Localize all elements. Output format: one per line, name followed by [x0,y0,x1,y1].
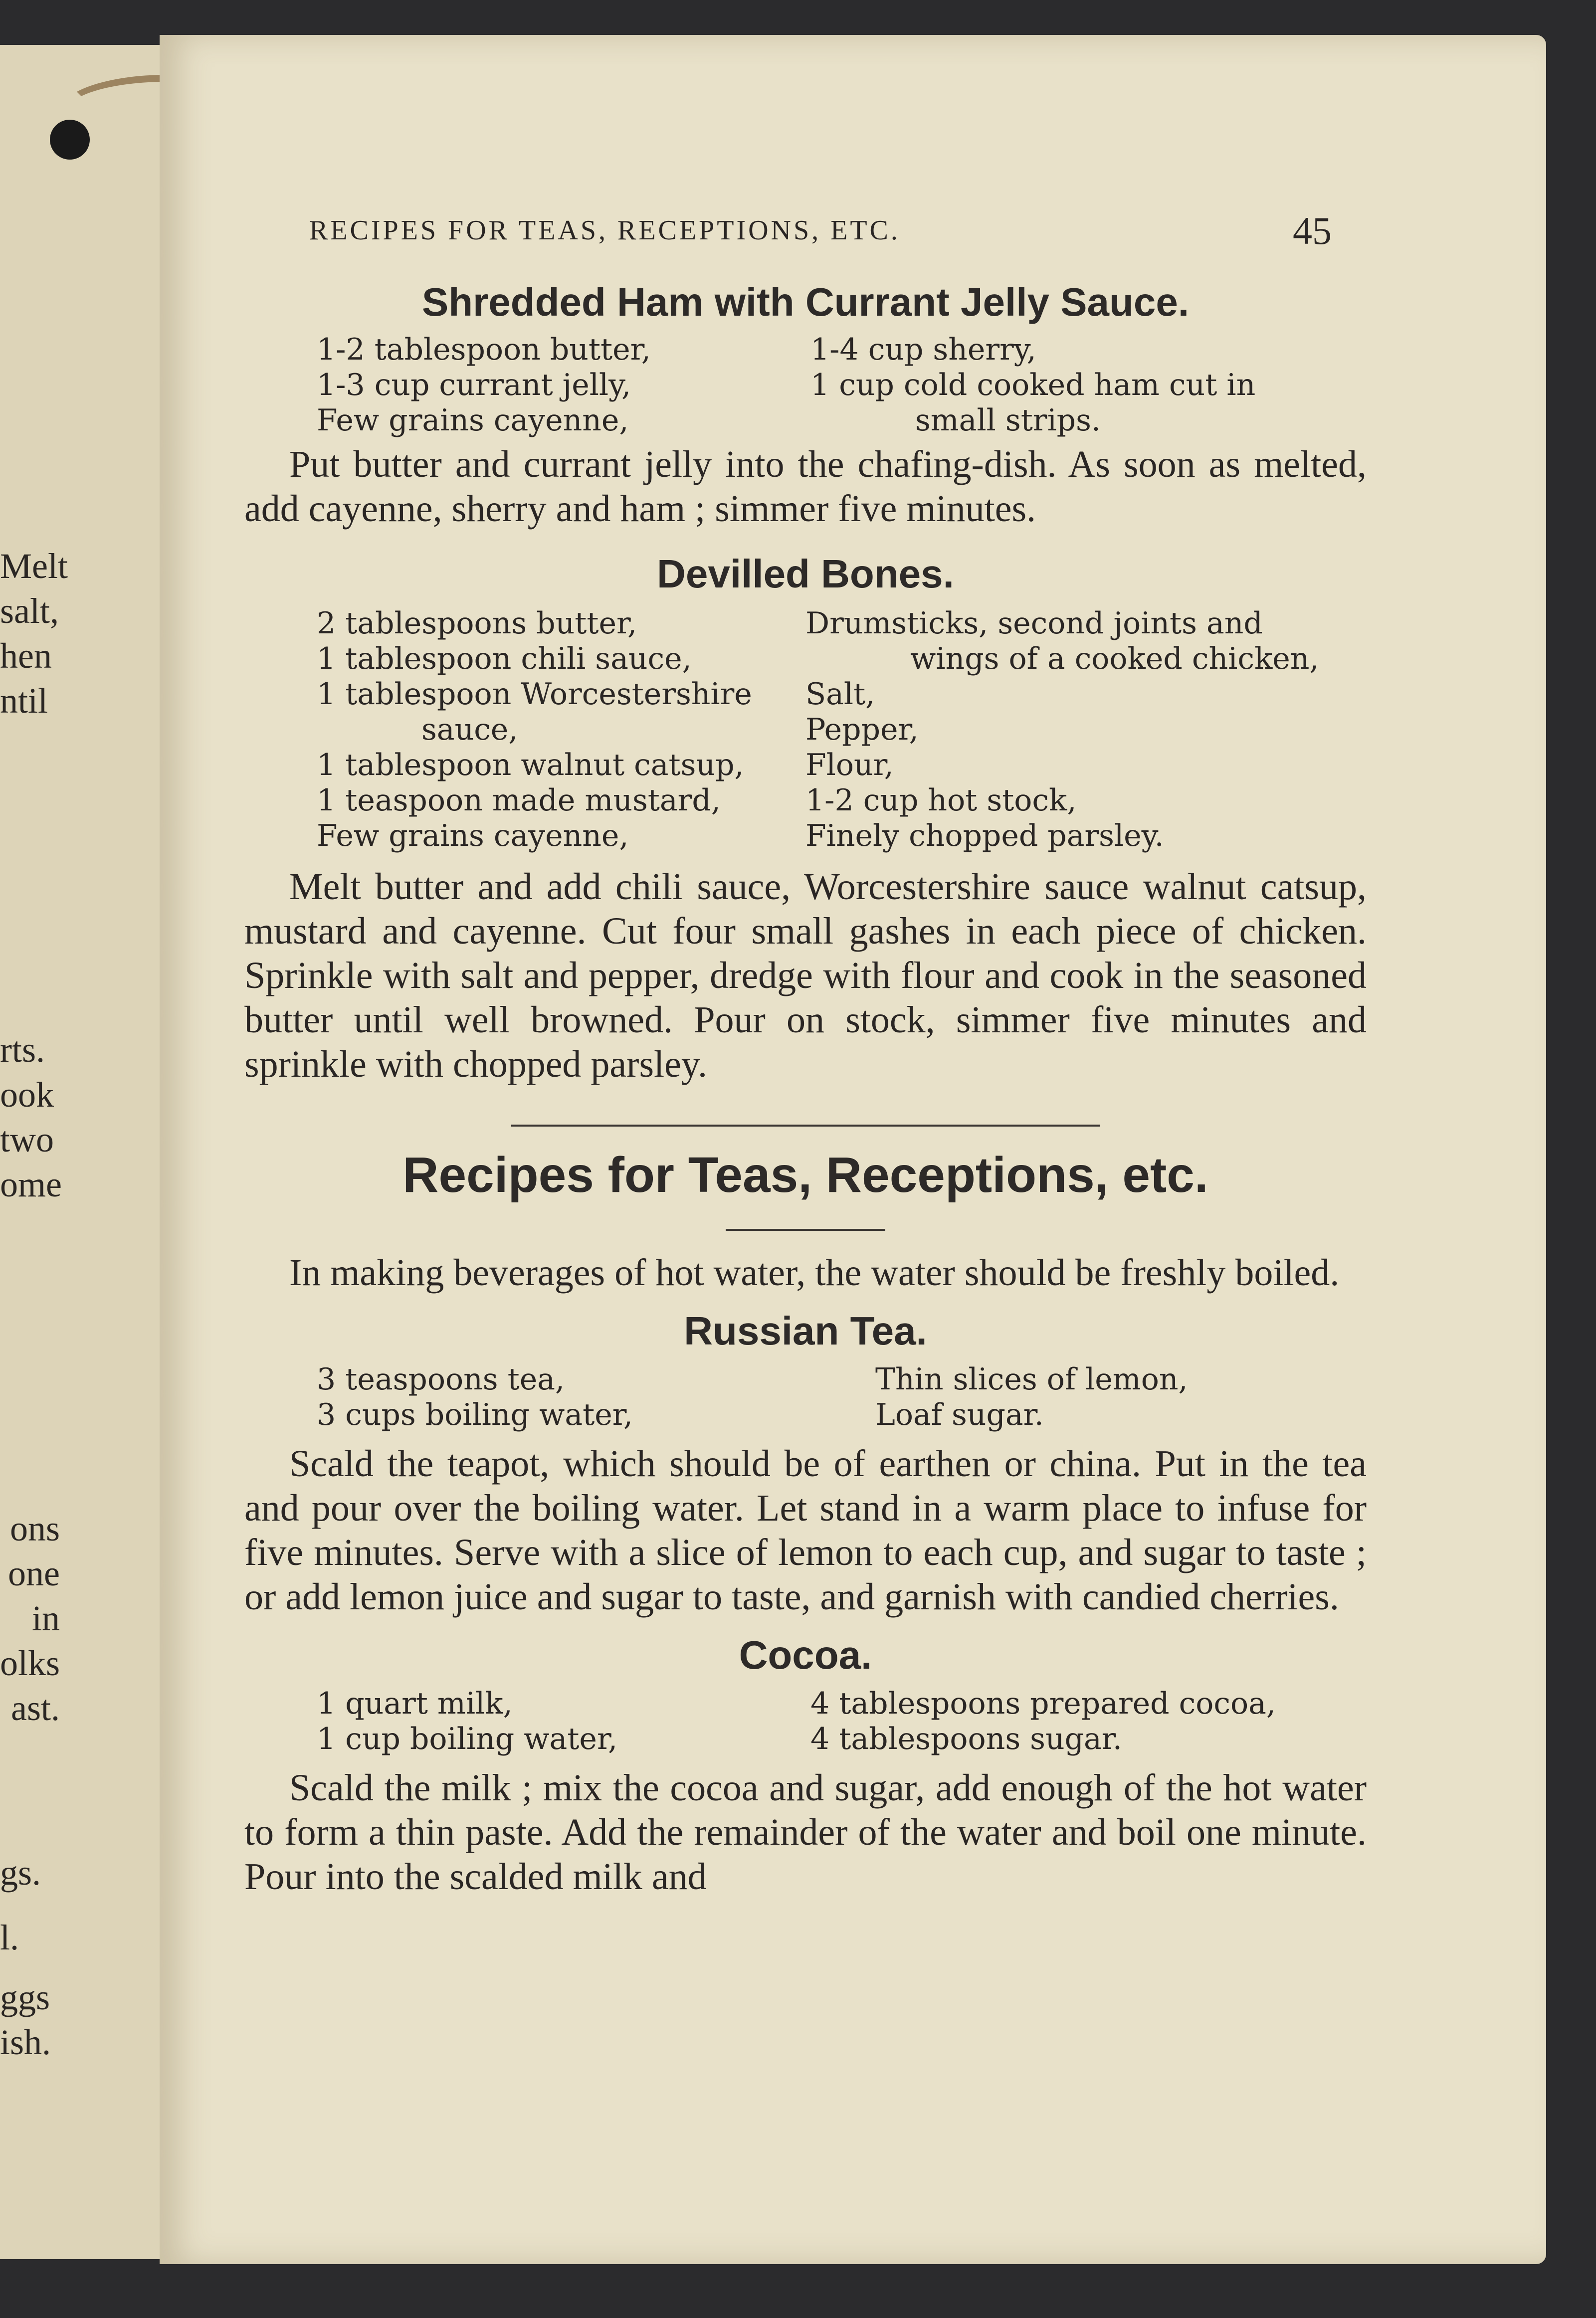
ingredient: Pepper, [805,712,919,747]
ingredient: Drumsticks, second joints and [805,606,1263,641]
ingredient-list [244,332,1367,438]
ingredient: 1 quart milk, [317,1686,513,1721]
left-page-fragments-top [0,544,150,723]
section-divider [511,1125,1100,1127]
ingredient: 1-3 cup currant jelly, [317,368,631,402]
left-fragment: two [0,1120,54,1159]
ingredient-list [244,1686,1367,1757]
left-fragment: ons [9,1509,60,1548]
left-fragment: l. [0,1918,19,1957]
ingredient: 1-2 tablespoon butter, [317,332,651,367]
running-head-title: RECIPES FOR TEAS, RECEPTIONS, ETC. [309,215,900,246]
left-fragment: ook [0,1075,54,1115]
ingredient: Salt, [805,677,875,712]
recipe-title: Cocoa. [739,1633,872,1677]
page-number: 45 [1293,209,1332,252]
ingredient-list [244,606,1367,854]
ingredient: Few grains cayenne, [317,818,629,853]
page-content [244,279,1367,1899]
ingredient: 2 tablespoons butter, [317,606,637,641]
ingredient: 3 cups boiling water, [317,1397,633,1432]
ingredient: 1-4 cup sherry, [810,332,1036,367]
recipe-method: Scald the teapot, which should be of earthen or china. Put in the tea and pour over the boiling water. Let stand in a warm place to infuse for five minutes. Serve with a slice of lemon to each cup, and sugar to taste ; or add lemon juice and sugar to taste, and garnish with candied cherries. [244,1443,1367,1618]
ingredient: 1 tablespoon walnut catsup, [317,748,744,782]
left-fragment: ome [0,1164,62,1204]
ingredient: 1 cup boiling water, [317,1722,618,1756]
ingredient: 4 tablespoons prepared cocoa, [810,1686,1276,1721]
ingredient: small strips. [915,403,1101,438]
left-fragment: rts. [0,1030,45,1070]
recipe-title: Russian Tea. [684,1309,927,1353]
recipe-title: Devilled Bones. [657,552,954,596]
ingredient-column-right [805,606,1319,854]
left-fragment: hen [0,636,52,676]
left-page-fragments-lower [0,1506,60,1731]
recipe-method: Scald the milk ; mix the cocoa and sugar, add enough of the hot water to form a thin paste. Add the remainder of the water and boil one minute. Pour into the scalded milk and [244,1767,1367,1898]
ingredient: 1 teaspoon made mustard, [317,783,721,818]
ingredient-column-right [875,1362,1188,1433]
ingredient-column-left [317,606,805,854]
title-underline [726,1229,885,1231]
ingredient: sauce, [421,712,518,747]
left-fragment: ntil [0,681,48,721]
ingredient: 1 cup cold cooked ham cut in [810,368,1256,402]
section-title: Recipes for Teas, Receptions, etc. [402,1147,1208,1203]
ingredient: Thin slices of lemon, [875,1362,1188,1397]
ingredient-column-right [810,1686,1276,1757]
left-page-fragments-bottom [0,1850,150,2065]
ingredient: 1-2 cup hot stock, [805,783,1077,818]
ingredient-column-right [810,332,1255,438]
recipe-title: Shredded Ham with Currant Jelly Sauce. [421,280,1190,324]
recipe-method: Put butter and currant jelly into the chafing-dish. As soon as melted, add cayenne, sherry and ham ; simmer five minutes. [244,443,1367,530]
left-fragment: ggs [0,1977,50,2017]
left-fragment: ast. [11,1688,60,1728]
ingredient: Finely chopped parsley. [805,818,1164,853]
left-fragment: in [31,1598,60,1638]
left-fragment: one [8,1553,60,1593]
ingredient: wings of a cooked chicken, [910,641,1319,676]
ingredient-column-left [317,1686,810,1757]
ingredient-list [244,1362,1367,1433]
ingredient: 4 tablespoons sugar. [810,1722,1122,1756]
ingredient-column-left [317,332,810,438]
left-fragment: Melt [0,546,68,586]
ingredient: Flour, [805,748,894,782]
ingredient: Loaf sugar. [875,1397,1044,1432]
section-intro: In making beverages of hot water, the water should be freshly boiled. [289,1252,1340,1294]
recipe-method: Melt butter and add chili sauce, Worcestershire sauce walnut catsup, mustard and cayenne. Cut four small gashes in each piece of chicken. Sprinkle with salt and pepper, dredge with flour and cook in the seasoned butter until well browned. Pour on stock, simmer five minutes and sprinkle with chopped parsley. [244,866,1367,1085]
left-page [0,45,163,2259]
ingredient: Few grains cayenne, [317,403,629,438]
left-fragment: salt, [0,591,59,631]
ingredient: 1 tablespoon Worcestershire [317,677,752,712]
left-page-fragments-mid [0,1027,150,1207]
ingredient: 1 tablespoon chili sauce, [317,641,692,676]
ingredient-column-left [317,1362,875,1433]
left-fragment: gs. [0,1853,41,1893]
left-fragment: ish. [0,2022,51,2062]
left-fragment: olks [0,1643,60,1683]
ingredient: 3 teaspoons tea, [317,1362,565,1397]
